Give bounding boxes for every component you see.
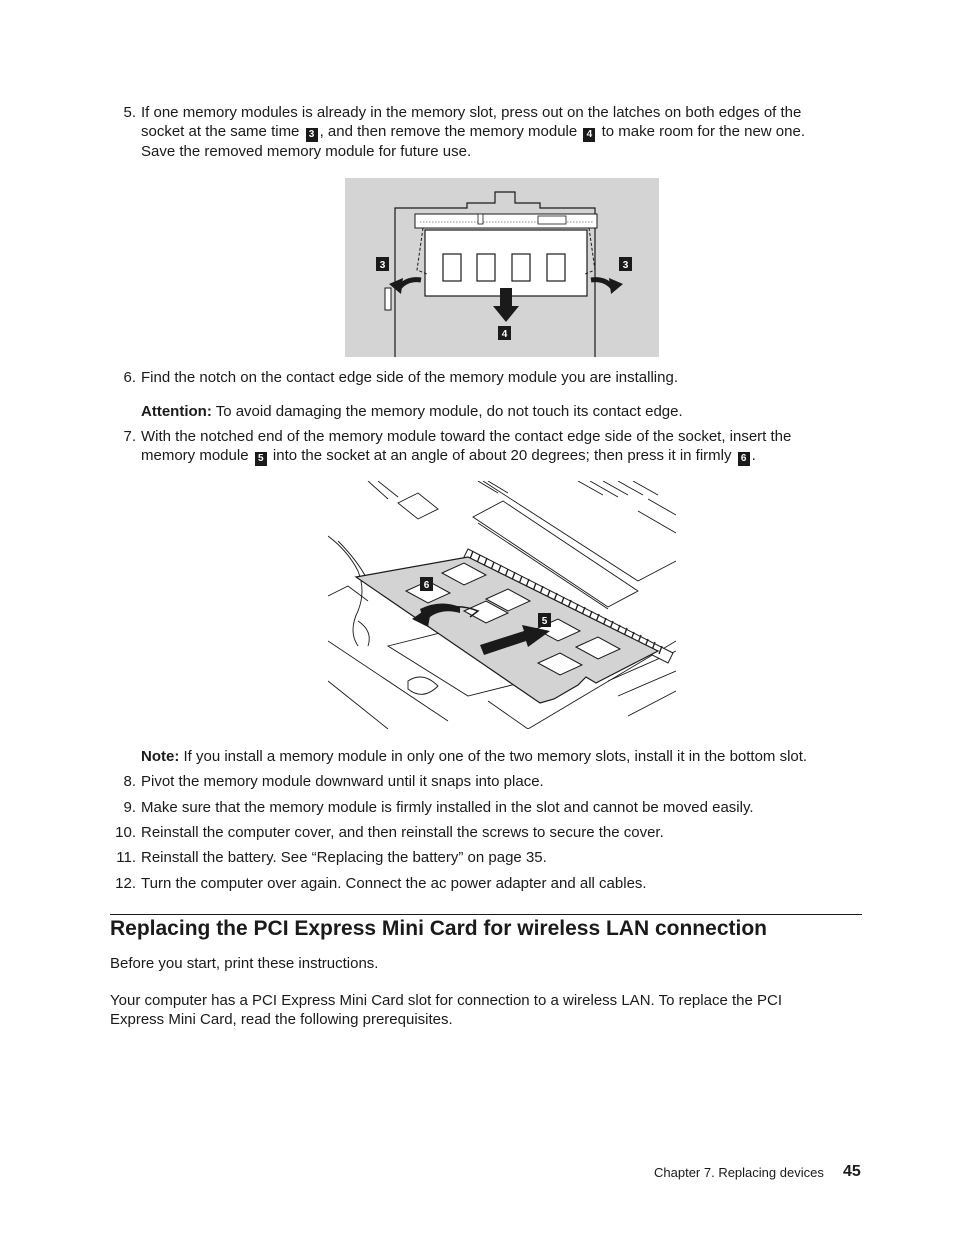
page-number: 45 [843, 1163, 861, 1180]
step-text: Make sure that the memory module is firmly installed in the slot and cannot be moved easily. [141, 799, 754, 816]
callout-label: 5 [541, 616, 548, 627]
callout-label: 4 [501, 329, 508, 340]
note-text: If you install a memory module in only one of the two memory slots, install it in the bottom slot. [179, 748, 808, 765]
figure-memory-removal [345, 178, 659, 357]
step-number: 10. [115, 824, 136, 841]
step-text [141, 427, 861, 466]
step-number: 12. [115, 875, 136, 892]
step-number: 8. [123, 773, 136, 790]
section-heading: Replacing the PCI Express Mini Card for wireless LAN connection [110, 917, 767, 940]
step-number: 7. [123, 428, 136, 445]
step-number: 9. [123, 799, 136, 816]
note [141, 747, 861, 766]
section-rule [110, 914, 862, 915]
step-text: Pivot the memory module downward until it snaps into place. [141, 773, 544, 790]
text-run: socket at the same time [141, 123, 300, 140]
text-run: to make room for the new one. [601, 123, 805, 140]
step-text: Find the notch on the contact edge side of the memory module you are installing. [141, 369, 678, 386]
text-run: memory module [141, 447, 249, 464]
paragraph-line-1: Your computer has a PCI Express Mini Card slot for connection to a wireless LAN. To replace the PCI [110, 992, 782, 1009]
paragraph-line-2: Express Mini Card, read the following prerequisites. [110, 1011, 453, 1028]
step-5-line-2 [141, 122, 861, 142]
step-text [141, 103, 861, 161]
attention-note [141, 402, 861, 421]
text-run: , and then remove the memory module [319, 123, 578, 140]
step-text: Turn the computer over again. Connect the ac power adapter and all cables. [141, 875, 647, 892]
callout-badge: 4 [583, 128, 595, 142]
callout-label: 3 [379, 260, 386, 271]
step-5-line-3: Save the removed memory module for future use. [141, 143, 472, 160]
text-run: into the socket at an angle of about 20 degrees; then press it in firmly [272, 447, 732, 464]
step-number: 11. [116, 849, 136, 866]
figure-memory-install [328, 481, 676, 729]
footer-chapter: Chapter 7. Replacing devices [654, 1165, 824, 1180]
attention-text: To avoid damaging the memory module, do not touch its contact edge. [211, 403, 683, 420]
callout-badge: 3 [306, 128, 318, 142]
step-text: Reinstall the battery. See “Replacing the battery” on page 35. [141, 849, 547, 866]
step-5-line-1: If one memory modules is already in the memory slot, press out on the latches on both edges of the [141, 104, 802, 121]
callout-label: 6 [423, 580, 430, 591]
step-number: 6. [123, 369, 136, 386]
callout-label: 3 [622, 260, 629, 271]
callout-badge: 6 [738, 452, 750, 466]
note-label: Note: [141, 748, 180, 765]
section-paragraph [110, 991, 850, 1029]
text-run: . [751, 447, 756, 464]
step-7-line-1: With the notched end of the memory module toward the contact edge side of the socket, insert the [141, 428, 792, 445]
step-number: 5. [123, 104, 136, 121]
callout-badge: 5 [255, 452, 267, 466]
step-7-line-2 [141, 446, 861, 466]
step-text: Reinstall the computer cover, and then reinstall the screws to secure the cover. [141, 824, 664, 841]
attention-label: Attention: [141, 403, 212, 420]
section-intro: Before you start, print these instructions. [110, 955, 379, 972]
